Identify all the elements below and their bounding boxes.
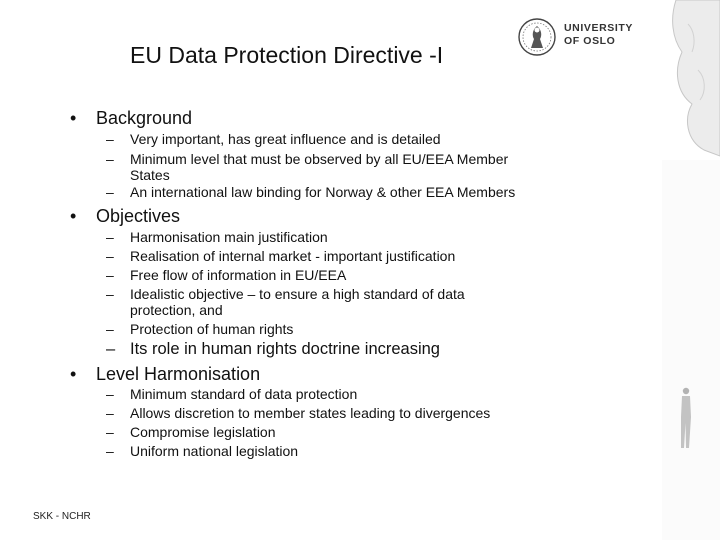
dash-marker: – — [106, 184, 114, 200]
sub-item-text: Idealistic objective – to ensure a high standard of data protection, and — [130, 286, 465, 318]
statue-figure-icon — [678, 385, 694, 450]
sub-item-text: Realisation of internal market - important justification — [130, 248, 456, 264]
bullet-marker: • — [70, 206, 77, 226]
slide-footer: SKK - NCHR — [33, 511, 91, 522]
dash-marker: – — [106, 248, 114, 264]
sub-item-text: Very important, has great influence and is detailed — [130, 131, 441, 147]
sub-item-text: Its role in human rights doctrine increasing — [130, 340, 440, 358]
bust-sculpture-icon — [662, 0, 720, 540]
dash-marker: – — [106, 386, 114, 402]
sub-item-text: Free flow of information in EU/EEA — [130, 267, 347, 283]
bullet-marker: • — [70, 108, 77, 128]
sub-item-text: Protection of human rights — [130, 321, 294, 337]
university-seal-icon — [517, 17, 557, 57]
bullet-heading: Background — [96, 108, 193, 128]
logo-line-2: OF OSLO — [564, 35, 616, 47]
sub-item-text: Harmonisation main justification — [130, 229, 328, 245]
bullet-marker: • — [70, 364, 77, 384]
dash-marker: – — [106, 131, 114, 147]
dash-marker: – — [106, 151, 114, 167]
slide-title: EU Data Protection Directive -I — [130, 42, 444, 68]
sub-item-text: Minimum standard of data protection — [130, 386, 358, 402]
sub-item-text: An international law binding for Norway & other EEA Members — [130, 184, 516, 200]
university-logo — [517, 17, 637, 57]
dash-marker: – — [106, 286, 114, 302]
dash-marker: – — [106, 267, 114, 283]
sub-item-text: Uniform national legislation — [130, 443, 299, 459]
dash-marker: – — [106, 443, 114, 459]
dash-marker: – — [106, 229, 114, 245]
bullet-heading: Objectives — [96, 206, 181, 226]
sub-item-text: Minimum level that must be observed by all EU/EEA Member States — [130, 151, 509, 183]
dash-marker: – — [106, 405, 114, 421]
dash-marker: – — [106, 340, 116, 358]
dash-marker: – — [106, 321, 114, 337]
bullet-heading: Level Harmonisation — [96, 364, 261, 384]
logo-line-1: UNIVERSITY — [564, 22, 634, 34]
sub-item-text: Compromise legislation — [130, 424, 276, 440]
dash-marker: – — [106, 424, 114, 440]
sub-item-text: Allows discretion to member states leading to divergences — [130, 405, 491, 421]
